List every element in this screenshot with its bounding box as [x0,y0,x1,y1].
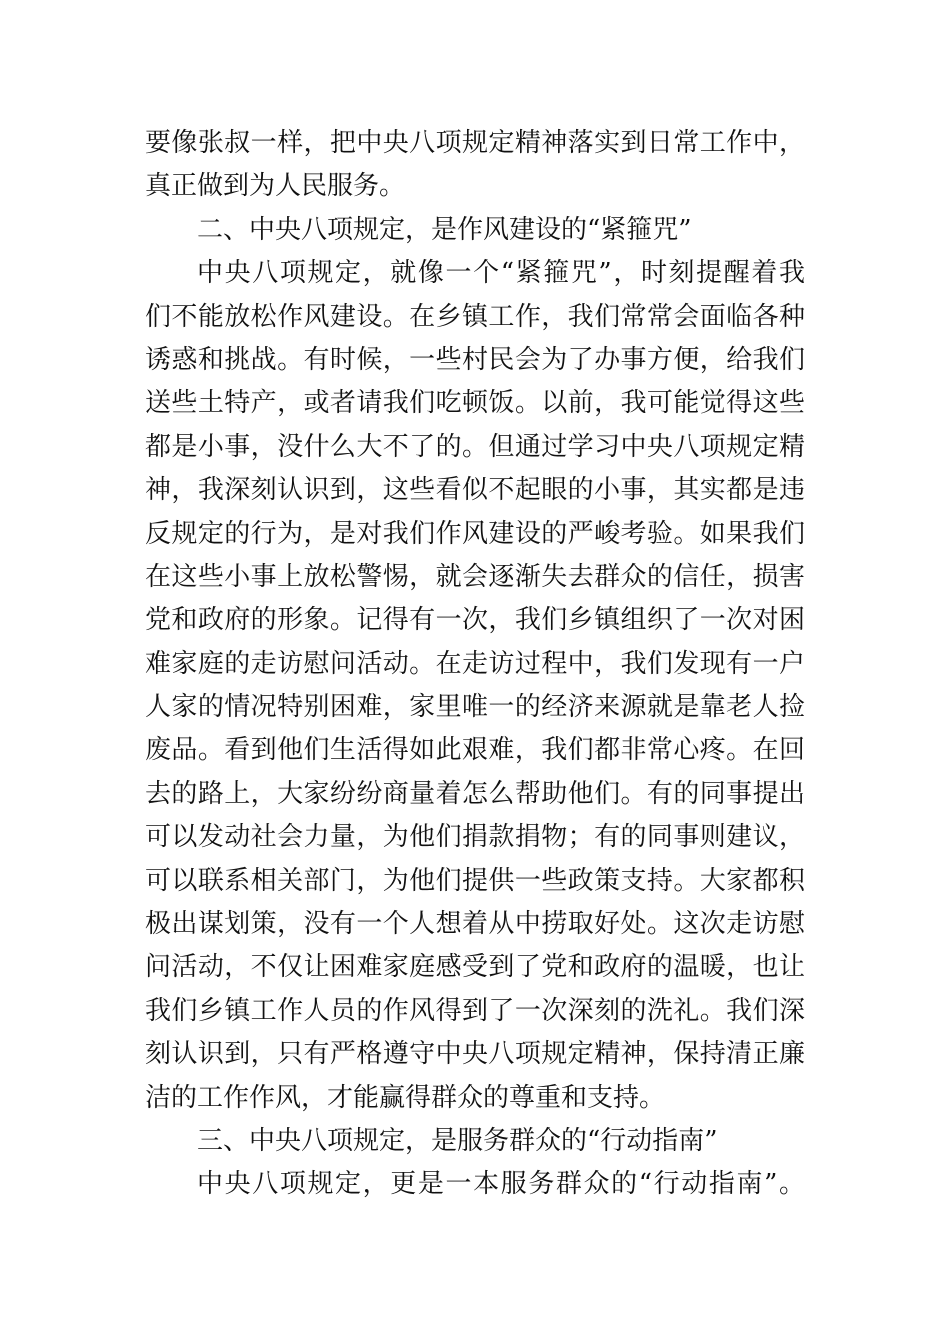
paragraph-line: 去的路上，大家纷纷商量着怎么帮助他们。有的同事提出 [145,778,805,809]
paragraph-line: 可以发动社会力量，为他们捐款捐物；有的同事则建议， [145,822,805,853]
paragraph-line: 人家的情况特别困难，家里唯一的经济来源就是靠老人捡 [145,692,805,723]
paragraph-line: 极出谋划策，没有一个人想着从中捞取好处。这次走访慰 [145,909,805,940]
paragraph-line: 难家庭的走访慰问活动。在走访过程中，我们发现有一户 [145,648,805,679]
paragraph-line: 党和政府的形象。记得有一次，我们乡镇组织了一次对困 [145,605,805,636]
paragraph-line: 神，我深刻认识到，这些看似不起眼的小事，其实都是违 [145,475,805,506]
paragraph-line: 中央八项规定，就像一个“紧箍咒”，时刻提醒着我 [197,258,805,289]
section-heading: 二、中央八项规定，是作风建设的“紧箍咒” [197,214,692,245]
paragraph-line: 反规定的行为，是对我们作风建设的严峻考验。如果我们 [145,518,805,549]
paragraph-line: 送些土特产，或者请我们吃顿饭。以前，我可能觉得这些 [145,388,805,419]
paragraph-line: 真正做到为人民服务。 [145,171,406,202]
section-heading: 三、中央八项规定，是服务群众的“行动指南” [197,1125,718,1156]
paragraph-line: 洁的工作作风，才能赢得群众的尊重和支持。 [145,1082,666,1113]
paragraph-line: 都是小事，没什么大不了的。但通过学习中央八项规定精 [145,431,805,462]
paragraph-line: 要像张叔一样，把中央八项规定精神落实到日常工作中， [145,128,805,158]
paragraph-line: 们不能放松作风建设。在乡镇工作，我们常常会面临各种 [145,301,805,332]
paragraph-line: 刻认识到，只有严格遵守中央八项规定精神，保持清正廉 [145,1039,805,1070]
paragraph-line: 我们乡镇工作人员的作风得到了一次深刻的洗礼。我们深 [145,995,805,1026]
paragraph-line: 中央八项规定，更是一本服务群众的“行动指南”。 [197,1169,805,1200]
body-text [145,122,805,1207]
paragraph-line: 在这些小事上放松警惕，就会逐渐失去群众的信任，损害 [145,561,805,592]
paragraph-line: 可以联系相关部门，为他们提供一些政策支持。大家都积 [145,865,805,896]
paragraph-line: 诱惑和挑战。有时候，一些村民会为了办事方便，给我们 [145,344,805,375]
paragraph-line: 废品。看到他们生活得如此艰难，我们都非常心疼。在回 [145,735,805,766]
paragraph-line: 问活动，不仅让困难家庭感受到了党和政府的温暖，也让 [145,952,805,983]
